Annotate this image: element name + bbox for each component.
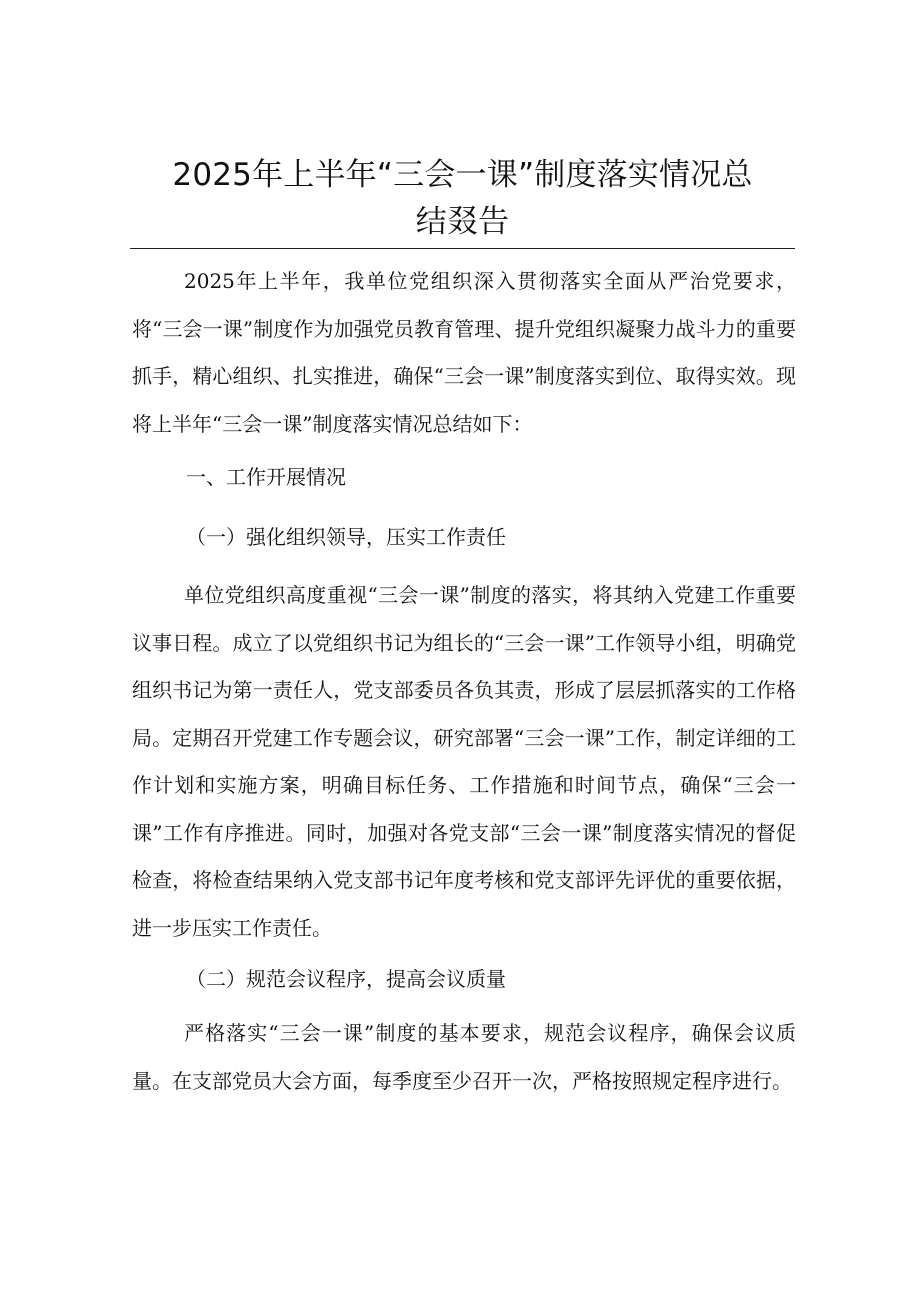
document-title (130, 152, 795, 249)
subsection-heading-1: （一）强化组织领导，压实工作责任 (186, 525, 506, 549)
title-line-2: 结叕告 (415, 204, 510, 240)
subsection-2-body: 严格落实“三会一课”制度的基本要求，规范会议程序，确保会议质量。在支部党员大会方面，每季度至少召开一次，严格按照规定程序进行。 (132, 1021, 796, 1093)
title-line-1: 2025年上半年“三会一课”制度落实情况总 (172, 157, 753, 193)
subsection-1-body: 单位党组织高度重视“三会一课”制度的落实，将其纳入党建工作重要议事日程。成立了以党组织书记为组长的“三会一课”工作领导小组，明确党组织书记为第一责任人，党支部委员各负其责，形成了层层抓落实的工作格局。定期召开党建工作专题会议，研究部署“三会一课”工作，制定详细的工作计划和实施方案，明确目标任务、工作措施和时间节点，确保“三会一课”工作有序推进。同时，加强对各党支部“三会一课”制度落实情况的督促检查，将检查结果纳入党支部书记年度考核和党支部评先评优的重要依据，进一步压实工作责任。 (132, 583, 796, 940)
section-heading-1: 一、工作开展情况 (186, 465, 346, 489)
intro-paragraph: 2025年上半年，我单位党组织深入贯彻落实全面从严治党要求，将“三会一课”制度作为加强党员教育管理、提升党组织凝聚力战斗力的重要抓手，精心组织、扎实推进，确保“三会一课”制度落实到位、取得实效。现将上半年“三会一课”制度落实情况总结如下： (132, 269, 796, 436)
subsection-heading-2: （二）规范会议程序，提高会议质量 (186, 967, 506, 991)
